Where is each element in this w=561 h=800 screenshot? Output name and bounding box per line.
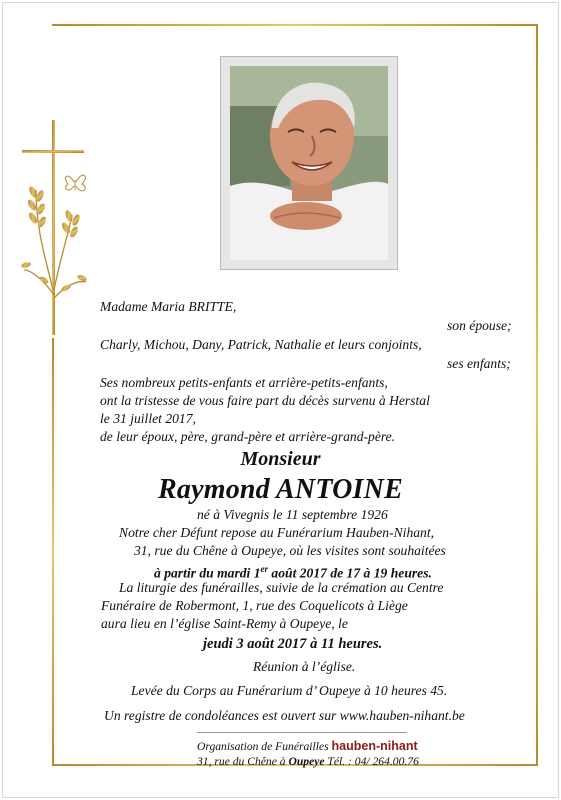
footer-address-phone: Tél. : 04/ 264.00.76 [324,755,419,768]
footer-organisation [197,739,418,753]
text-line-levee: Levée du Corps au Funérarium d’ Oupeye à 10 heures 45. [131,683,448,698]
footer-address-city: Oupeye [288,755,325,768]
text-line-repose-2: 31, rue du Chêne à Oupeye, où les visites sont souhaitées [134,543,446,558]
text-line-children-role: ses enfants; [447,356,511,371]
text-line-liturgy-1: La liturgie des funérailles, suivie de la crémation au Centre [119,580,444,595]
cross-with-wheat-and-butterfly-icon [16,120,94,335]
text-line-date-of-death: le 31 juillet 2017, [100,411,196,426]
text-line-birth: né à Vivegnis le 11 septembre 1926 [197,507,388,522]
text-line-relations: de leur époux, père, grand-père et arrière-grand-père. [100,429,396,444]
text-line-grandchildren: Ses nombreux petits-enfants et arrière-petits-enfants, [100,375,388,390]
text-line-spouse-role: son épouse; [447,318,512,333]
brand-logo-text: hauben-nihant [331,739,418,753]
text-line-registry: Un registre de condoléances est ouvert sur www.hauben-nihant.be [104,708,465,723]
gold-frame-right [536,24,538,765]
text-line-meeting: Réunion à l’église. [253,659,356,674]
text-line-liturgy-2: Funéraire de Robermont, 1, rue des Coquelicots à Liège [101,598,408,613]
footer-address-start: 31, rue du Chêne à [197,755,289,768]
text-line-announcement: ont la tristesse de vous faire part du décès survenu à Herstal [100,393,430,408]
text-line-repose-1: Notre cher Défunt repose au Funérarium Hauben-Nihant, [119,525,435,540]
footer-divider [197,732,407,733]
footer-org-label: Organisation de Funérailles [197,740,329,753]
visiting-hours-start: à partir du mardi 1 [154,565,261,581]
gold-frame-top [52,24,538,26]
text-line-children: Charly, Michou, Dany, Patrick, Nathalie et leurs conjoints, [100,337,422,352]
visiting-hours-end: août 2017 de 17 à 19 heures. [268,565,432,581]
text-line-ceremony-date: jeudi 3 août 2017 à 11 heures. [203,636,383,652]
footer-address [197,755,419,768]
portrait-frame [220,56,398,270]
deceased-name: Raymond ANTOINE [158,474,403,505]
portrait-photo [230,66,388,260]
text-line-liturgy-3: aura lieu en l’église Saint-Remy à Oupeye, le [101,616,348,631]
honorific-title: Monsieur [240,448,321,470]
gold-frame-left [52,338,54,765]
text-line-visiting-hours [154,561,432,582]
visiting-hours-sup: er [260,564,269,574]
text-line-widow: Madame Maria BRITTE, [100,299,237,314]
